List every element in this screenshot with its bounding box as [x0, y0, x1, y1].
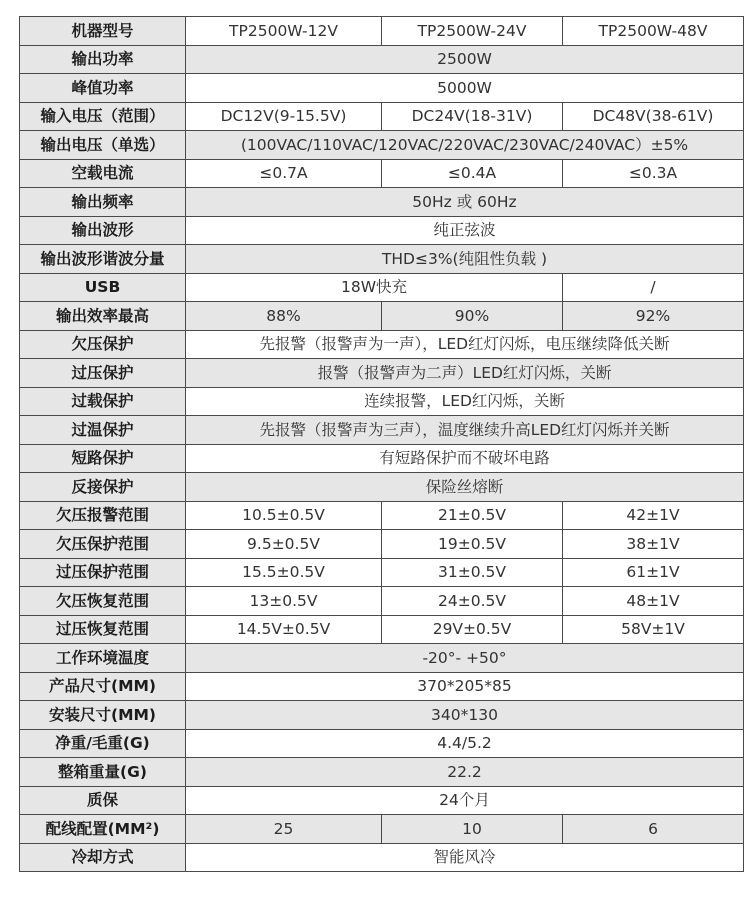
- row-value: 340*130: [186, 701, 744, 730]
- spec-row: [20, 74, 744, 103]
- row-value: 24±0.5V: [382, 587, 563, 616]
- row-value: 报警（报警声为二声）LED红灯闪烁，关断: [186, 359, 744, 388]
- row-value: 连续报警，LED红闪烁，关断: [186, 387, 744, 416]
- row-label: 输出电压（单选）: [20, 131, 186, 160]
- row-value: ≤0.7A: [186, 159, 382, 188]
- spec-row: [20, 302, 744, 331]
- row-value: 智能风冷: [186, 843, 744, 872]
- row-label: 过载保护: [20, 387, 186, 416]
- row-value: TP2500W-24V: [382, 17, 563, 46]
- row-label: 欠压保护范围: [20, 530, 186, 559]
- spec-row: [20, 45, 744, 74]
- spec-row: [20, 216, 744, 245]
- row-value: 15.5±0.5V: [186, 558, 382, 587]
- row-value: 14.5V±0.5V: [186, 615, 382, 644]
- row-value: ≤0.4A: [382, 159, 563, 188]
- row-label: 欠压报警范围: [20, 501, 186, 530]
- row-label: 输入电压（范围）: [20, 102, 186, 131]
- row-value: 2500W: [186, 45, 744, 74]
- row-value: TP2500W-48V: [563, 17, 744, 46]
- row-value: 9.5±0.5V: [186, 530, 382, 559]
- spec-row: [20, 102, 744, 131]
- row-value: 31±0.5V: [382, 558, 563, 587]
- row-label: 空载电流: [20, 159, 186, 188]
- spec-row: [20, 558, 744, 587]
- row-value: 10.5±0.5V: [186, 501, 382, 530]
- spec-row: [20, 530, 744, 559]
- row-label: 输出波形谐波分量: [20, 245, 186, 274]
- spec-row: [20, 843, 744, 872]
- row-label: 过压恢复范围: [20, 615, 186, 644]
- row-value: 5000W: [186, 74, 744, 103]
- row-label: USB: [20, 273, 186, 302]
- spec-row: [20, 501, 744, 530]
- row-value: 24个月: [186, 786, 744, 815]
- row-value: -20°- +50°: [186, 644, 744, 673]
- spec-row: [20, 359, 744, 388]
- spec-row: [20, 188, 744, 217]
- spec-row: [20, 444, 744, 473]
- row-value: 61±1V: [563, 558, 744, 587]
- row-label: 输出功率: [20, 45, 186, 74]
- spec-row: [20, 473, 744, 502]
- row-label: 冷却方式: [20, 843, 186, 872]
- row-label: 安装尺寸(MM): [20, 701, 186, 730]
- row-value: ≤0.3A: [563, 159, 744, 188]
- row-label: 过温保护: [20, 416, 186, 445]
- row-value: 保险丝熔断: [186, 473, 744, 502]
- spec-row: [20, 17, 744, 46]
- row-value: 25: [186, 815, 382, 844]
- row-label: 净重/毛重(G): [20, 729, 186, 758]
- row-value: 先报警（报警声为三声），温度继续升高LED红灯闪烁并关断: [186, 416, 744, 445]
- row-value: 先报警（报警声为一声），LED红灯闪烁，电压继续降低关断: [186, 330, 744, 359]
- row-value: 38±1V: [563, 530, 744, 559]
- spec-row: [20, 701, 744, 730]
- spec-row: [20, 815, 744, 844]
- row-label: 机器型号: [20, 17, 186, 46]
- row-value: 10: [382, 815, 563, 844]
- row-label: 输出效率最高: [20, 302, 186, 331]
- row-value: 13±0.5V: [186, 587, 382, 616]
- row-value: 21±0.5V: [382, 501, 563, 530]
- row-value: 58V±1V: [563, 615, 744, 644]
- spec-row: [20, 416, 744, 445]
- row-label: 过压保护范围: [20, 558, 186, 587]
- row-value: 纯正弦波: [186, 216, 744, 245]
- row-value: DC24V(18-31V): [382, 102, 563, 131]
- spec-row: [20, 786, 744, 815]
- spec-table-body: [20, 17, 744, 872]
- row-label: 质保: [20, 786, 186, 815]
- row-label: 欠压保护: [20, 330, 186, 359]
- row-value: 88%: [186, 302, 382, 331]
- row-value: 370*205*85: [186, 672, 744, 701]
- row-label: 反接保护: [20, 473, 186, 502]
- spec-row: [20, 273, 744, 302]
- row-value: 90%: [382, 302, 563, 331]
- row-label: 输出频率: [20, 188, 186, 217]
- spec-sheet: [19, 16, 743, 872]
- spec-row: [20, 330, 744, 359]
- row-value: 50Hz 或 60Hz: [186, 188, 744, 217]
- spec-table: [19, 16, 744, 872]
- row-value: 18W快充: [186, 273, 563, 302]
- row-label: 过压保护: [20, 359, 186, 388]
- spec-row: [20, 729, 744, 758]
- spec-row: [20, 245, 744, 274]
- row-value: 有短路保护而不破坏电路: [186, 444, 744, 473]
- row-value: 48±1V: [563, 587, 744, 616]
- row-value: TP2500W-12V: [186, 17, 382, 46]
- row-value: (100VAC/110VAC/120VAC/220VAC/230VAC/240VAC）±5%: [186, 131, 744, 160]
- row-value: 6: [563, 815, 744, 844]
- row-label: 工作环境温度: [20, 644, 186, 673]
- row-value: DC48V(38-61V): [563, 102, 744, 131]
- spec-row: [20, 672, 744, 701]
- spec-row: [20, 387, 744, 416]
- row-label: 配线配置(MM²): [20, 815, 186, 844]
- row-label: 产品尺寸(MM): [20, 672, 186, 701]
- spec-row: [20, 159, 744, 188]
- row-value: 92%: [563, 302, 744, 331]
- row-label: 整箱重量(G): [20, 758, 186, 787]
- row-value: THD≤3%(纯阻性负载 ): [186, 245, 744, 274]
- row-value: 19±0.5V: [382, 530, 563, 559]
- row-label: 峰值功率: [20, 74, 186, 103]
- row-value: 42±1V: [563, 501, 744, 530]
- row-value: 22.2: [186, 758, 744, 787]
- spec-row: [20, 644, 744, 673]
- row-value: DC12V(9-15.5V): [186, 102, 382, 131]
- row-label: 短路保护: [20, 444, 186, 473]
- row-value: /: [563, 273, 744, 302]
- row-value: 4.4/5.2: [186, 729, 744, 758]
- spec-row: [20, 758, 744, 787]
- spec-row: [20, 587, 744, 616]
- row-label: 欠压恢复范围: [20, 587, 186, 616]
- row-value: 29V±0.5V: [382, 615, 563, 644]
- row-label: 输出波形: [20, 216, 186, 245]
- spec-row: [20, 615, 744, 644]
- spec-row: [20, 131, 744, 160]
